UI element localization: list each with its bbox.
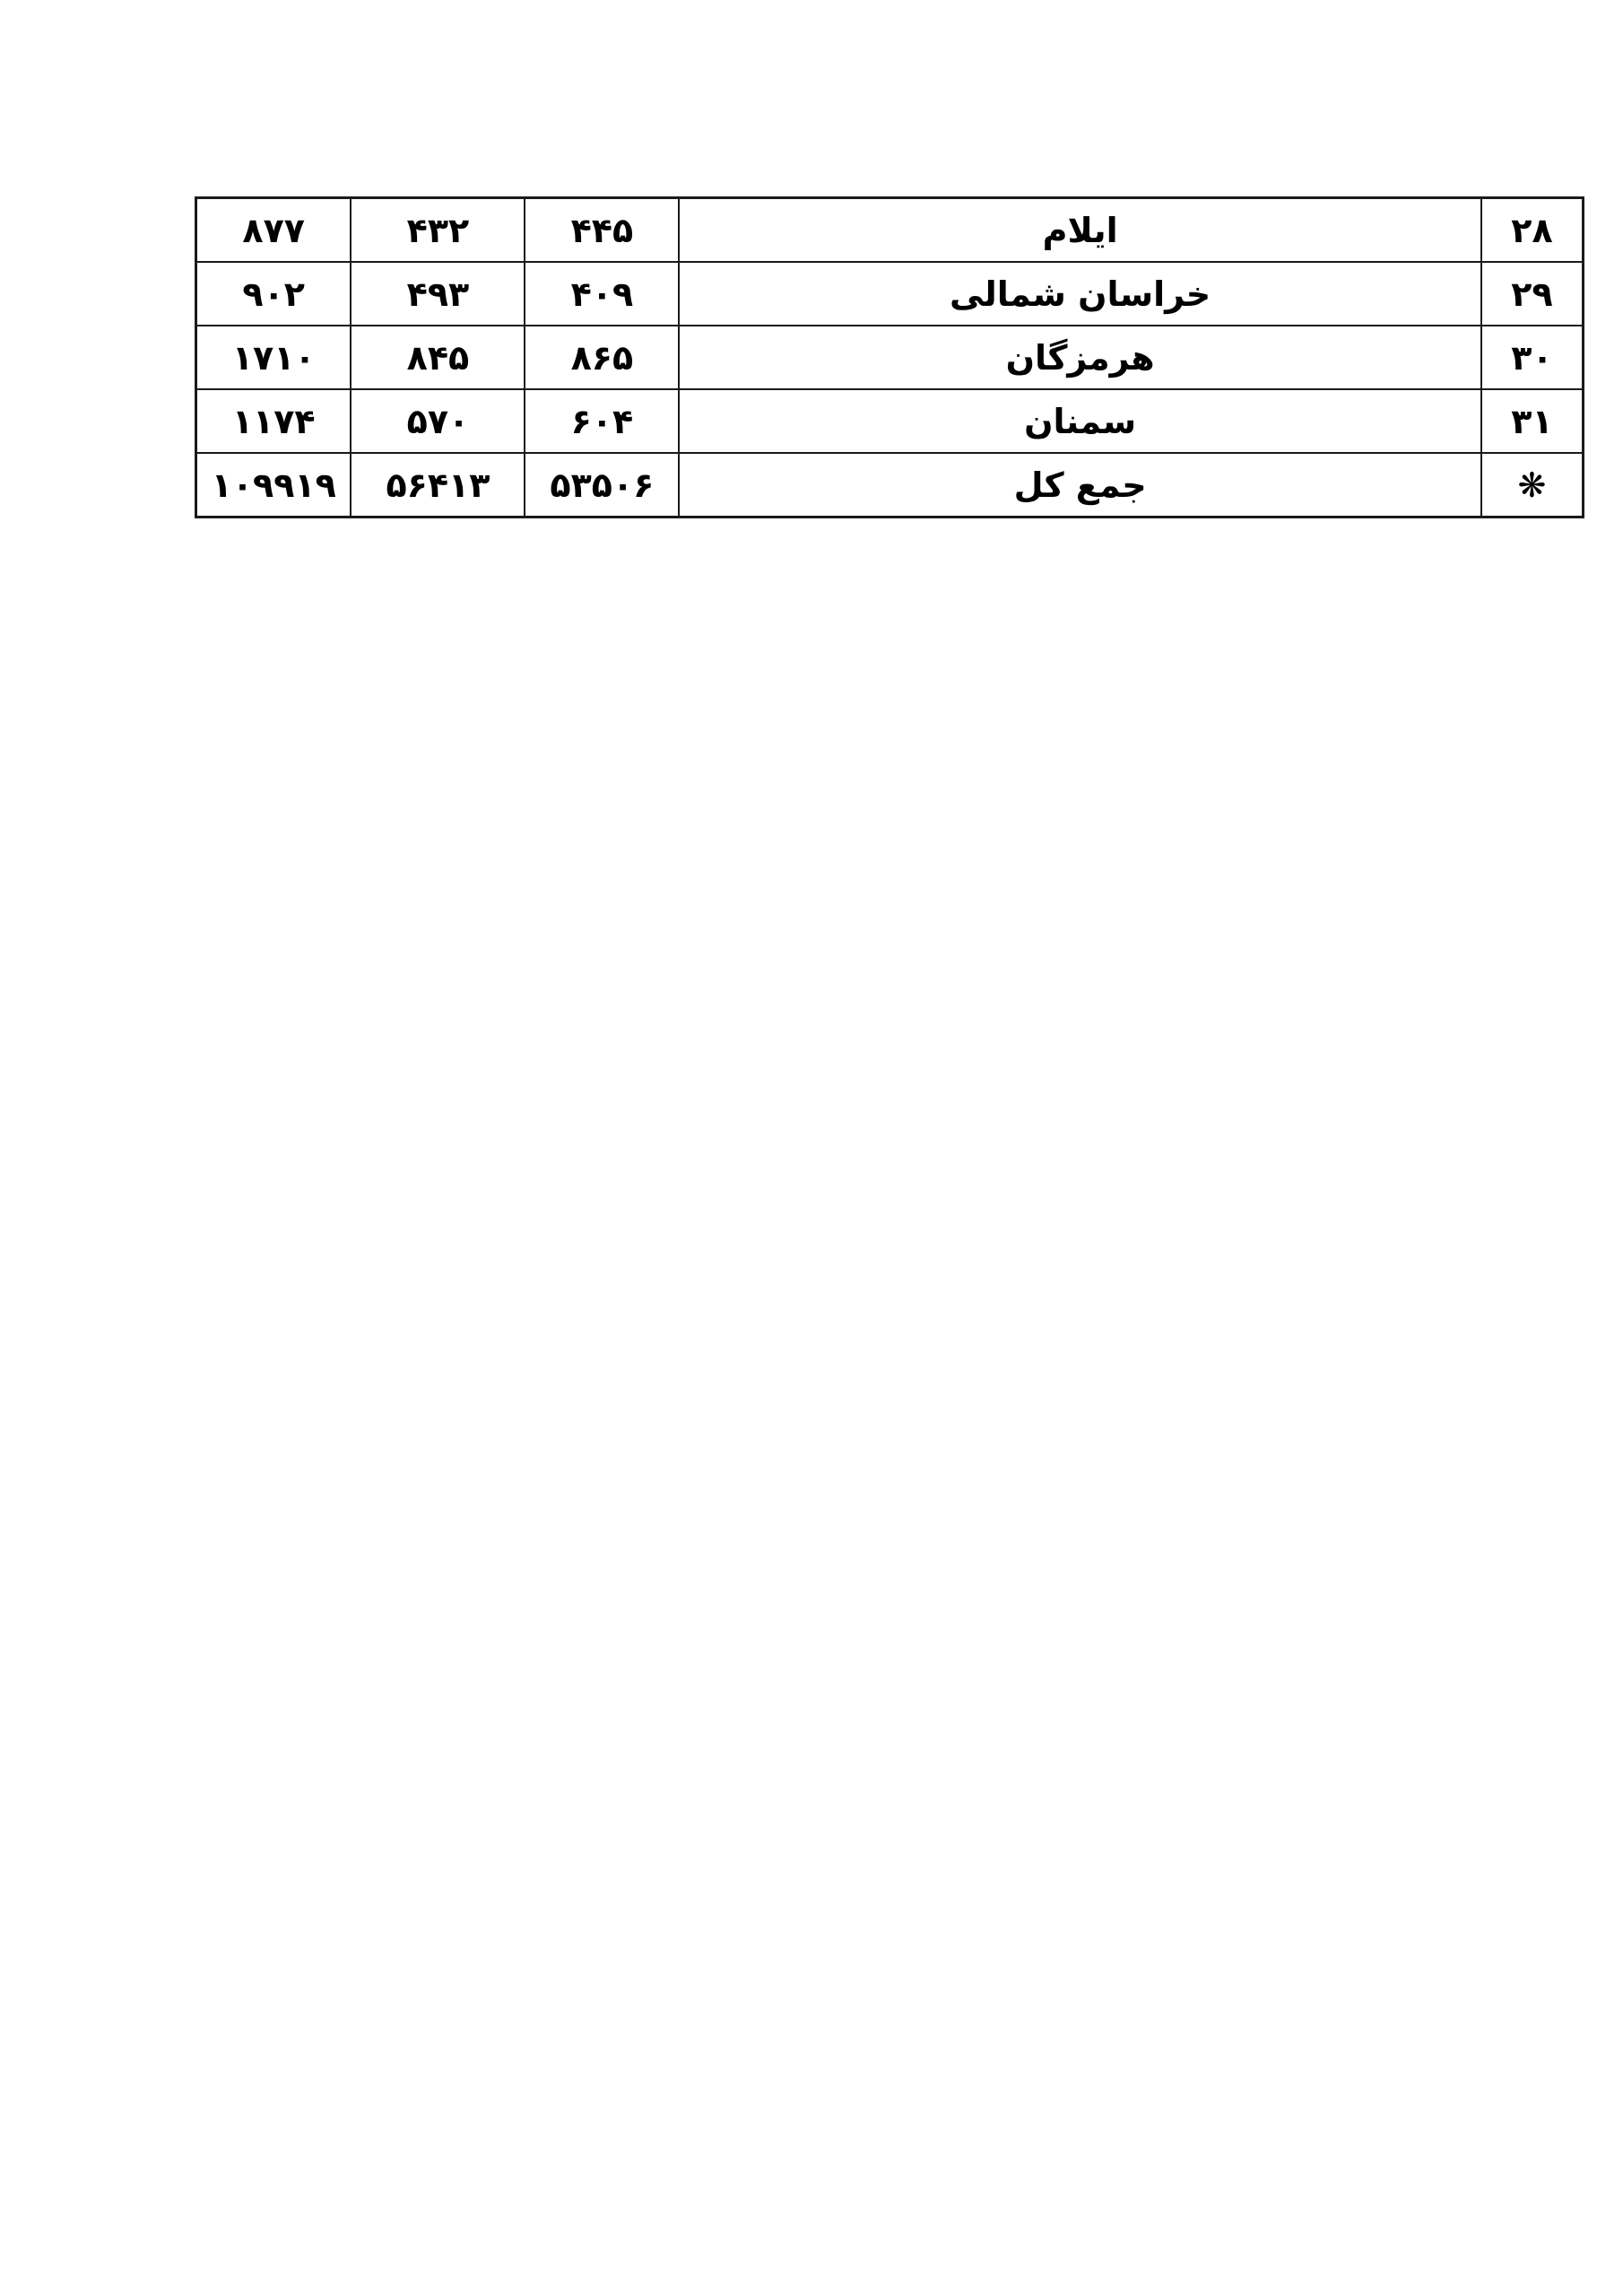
value-cell: ۴۹۳ (351, 262, 525, 326)
province-name-cell: هرمزگان (679, 326, 1481, 389)
total-value-cell: ۱۰۹۹۱۹ (196, 453, 352, 517)
value-cell: ۱۷۱۰ (196, 326, 352, 389)
value-cell: ۴۰۹ (525, 262, 679, 326)
provinces-table (195, 196, 1584, 518)
value-cell: ۴۴۵ (525, 198, 679, 263)
total-value-cell: ۵۶۴۱۳ (351, 453, 525, 517)
table-row-hormozgan (196, 326, 1584, 389)
province-name-cell: سمنان (679, 389, 1481, 453)
value-cell: ۸۷۷ (196, 198, 352, 263)
value-cell: ۸۶۵ (525, 326, 679, 389)
value-cell: ۸۴۵ (351, 326, 525, 389)
value-cell: ۴۳۲ (351, 198, 525, 263)
table-row-grand-total (196, 453, 1584, 517)
province-name-cell: ایلام (679, 198, 1481, 263)
table-row-ilam (196, 198, 1584, 263)
total-row-marker-icon: ❋ (1481, 453, 1584, 517)
value-cell: ۱۱۷۴ (196, 389, 352, 453)
total-value-cell: ۵۳۵۰۶ (525, 453, 679, 517)
row-number-cell: ۳۰ (1481, 326, 1584, 389)
table-row-semnan (196, 389, 1584, 453)
row-number-cell: ۲۸ (1481, 198, 1584, 263)
value-cell: ۶۰۴ (525, 389, 679, 453)
total-label-cell: جمع کل (679, 453, 1481, 517)
value-cell: ۵۷۰ (351, 389, 525, 453)
value-cell: ۹۰۲ (196, 262, 352, 326)
row-number-cell: ۲۹ (1481, 262, 1584, 326)
province-name-cell: خراسان شمالی (679, 262, 1481, 326)
table-row-north-khorasan (196, 262, 1584, 326)
row-number-cell: ۳۱ (1481, 389, 1584, 453)
